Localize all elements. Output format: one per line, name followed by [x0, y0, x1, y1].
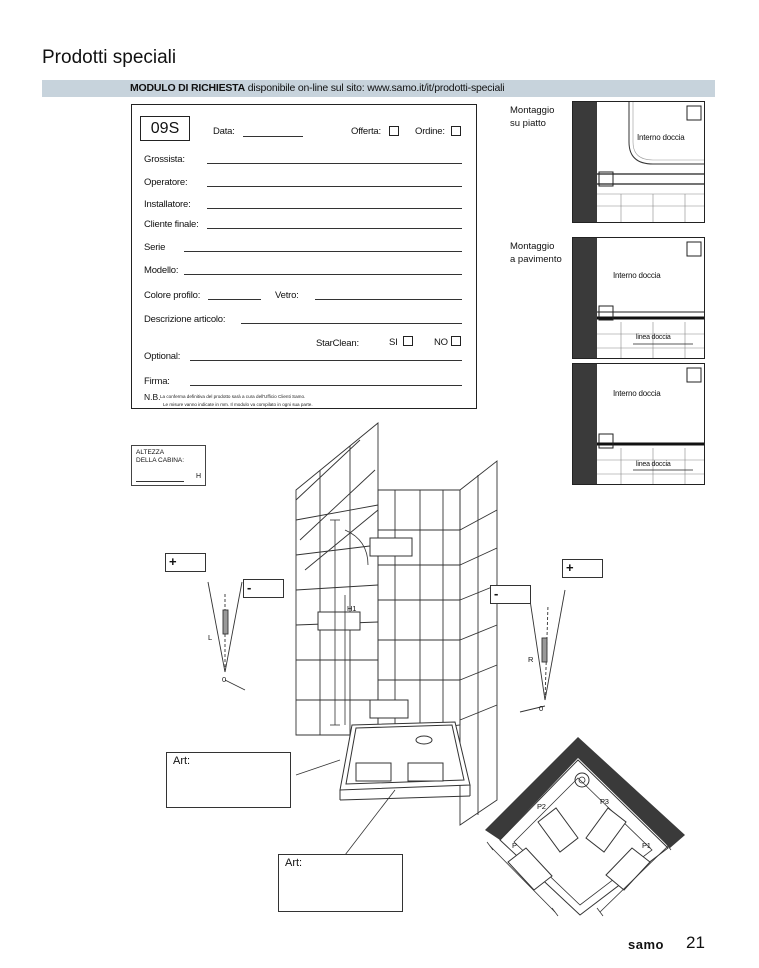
form-code: 09S — [140, 116, 190, 141]
right-minus-sign: - — [494, 586, 499, 601]
brand-logo: samo — [628, 937, 664, 952]
descrizione-label: Descrizione articolo: — [144, 314, 226, 325]
banner-bold: MODULO DI RICHIESTA — [130, 82, 246, 94]
tile-grid-back-wall — [378, 490, 460, 735]
dimension-lines — [296, 520, 395, 855]
plan-view — [485, 737, 685, 916]
montaggio-pavimento-line2: a pavimento — [510, 254, 562, 265]
montaggio-piatto-line2: su piatto — [510, 118, 546, 129]
montaggio-pavimento-line1: Montaggio — [510, 241, 555, 252]
art-label-2: Art: — [285, 857, 303, 869]
ordine-label: Ordine: — [415, 126, 445, 137]
p3-label: P3 — [600, 797, 609, 806]
colore-label: Colore profilo: — [144, 290, 201, 301]
no-label: NO — [434, 337, 448, 348]
h-label: H — [196, 473, 202, 480]
interno-doccia-label-1: Interno doccia — [637, 133, 685, 142]
left-plus-sign: + — [169, 554, 177, 569]
grossista-label: Grossista: — [144, 154, 185, 165]
p2-label: P2 — [537, 802, 546, 811]
left-plus-field[interactable] — [165, 553, 206, 572]
page-title: Prodotti speciali — [42, 47, 177, 68]
r-label: R — [528, 655, 534, 664]
nb-text-1: La conferma definitiva del prodotto sarà a cura dell'Ufficio Clienti Samo. — [160, 394, 306, 399]
art-field-2[interactable] — [278, 854, 403, 912]
banner-url-text: disponibile on-line sul sito: www.samo.it/it/prodotti-speciali — [245, 82, 505, 94]
starclean-label: StarClean: — [316, 338, 359, 349]
interno-doccia-label-2: Interno doccia — [613, 271, 661, 280]
art-field-1[interactable] — [166, 752, 291, 808]
p-label: P — [512, 841, 517, 850]
left-door-angle — [208, 582, 245, 690]
art-label-1: Art: — [173, 755, 191, 767]
h1-label: H1 — [347, 604, 357, 613]
installatore-label: Installatore: — [144, 199, 191, 210]
offerta-label: Offerta: — [351, 126, 381, 137]
nb-text-2: Le misure vanno indicate in mm. Il modulo va compilato in ogni sua parte. — [163, 402, 313, 407]
right-door-angle — [520, 590, 565, 712]
cliente-label: Cliente finale: — [144, 219, 199, 230]
l-label: L — [208, 633, 212, 642]
shower-tray — [340, 722, 470, 800]
serie-label: Serie — [144, 242, 166, 253]
right-plus-field[interactable] — [562, 559, 603, 578]
right-plus-sign: + — [566, 560, 574, 575]
data-label: Data: — [213, 126, 235, 137]
page-number: 21 — [686, 933, 705, 952]
altezza-label-2: DELLA CABINA: — [136, 457, 185, 464]
modello-label: Modello: — [144, 265, 179, 276]
firma-label: Firma: — [144, 376, 170, 387]
interno-doccia-label-3: Interno doccia — [613, 389, 661, 398]
altezza-label-1: ALTEZZA — [136, 449, 165, 456]
left-zero-label: 0 — [222, 675, 226, 684]
si-label: SI — [389, 337, 398, 348]
left-minus-sign: - — [247, 580, 252, 595]
p1-label: P1 — [642, 841, 651, 850]
montaggio-piatto-line1: Montaggio — [510, 105, 555, 116]
linea-doccia-label-2: linea doccia — [636, 461, 671, 468]
right-zero-label: 0 — [539, 704, 543, 713]
right-minus-field[interactable] — [490, 585, 531, 604]
linea-doccia-label-1: linea doccia — [636, 334, 671, 341]
vetro-label: Vetro: — [275, 290, 299, 301]
operatore-label: Operatore: — [144, 177, 188, 188]
optional-label: Optional: — [144, 351, 181, 362]
nb-label: N.B. — [144, 392, 161, 402]
tile-grid-left-wall — [296, 423, 378, 735]
left-minus-field[interactable] — [243, 579, 284, 598]
